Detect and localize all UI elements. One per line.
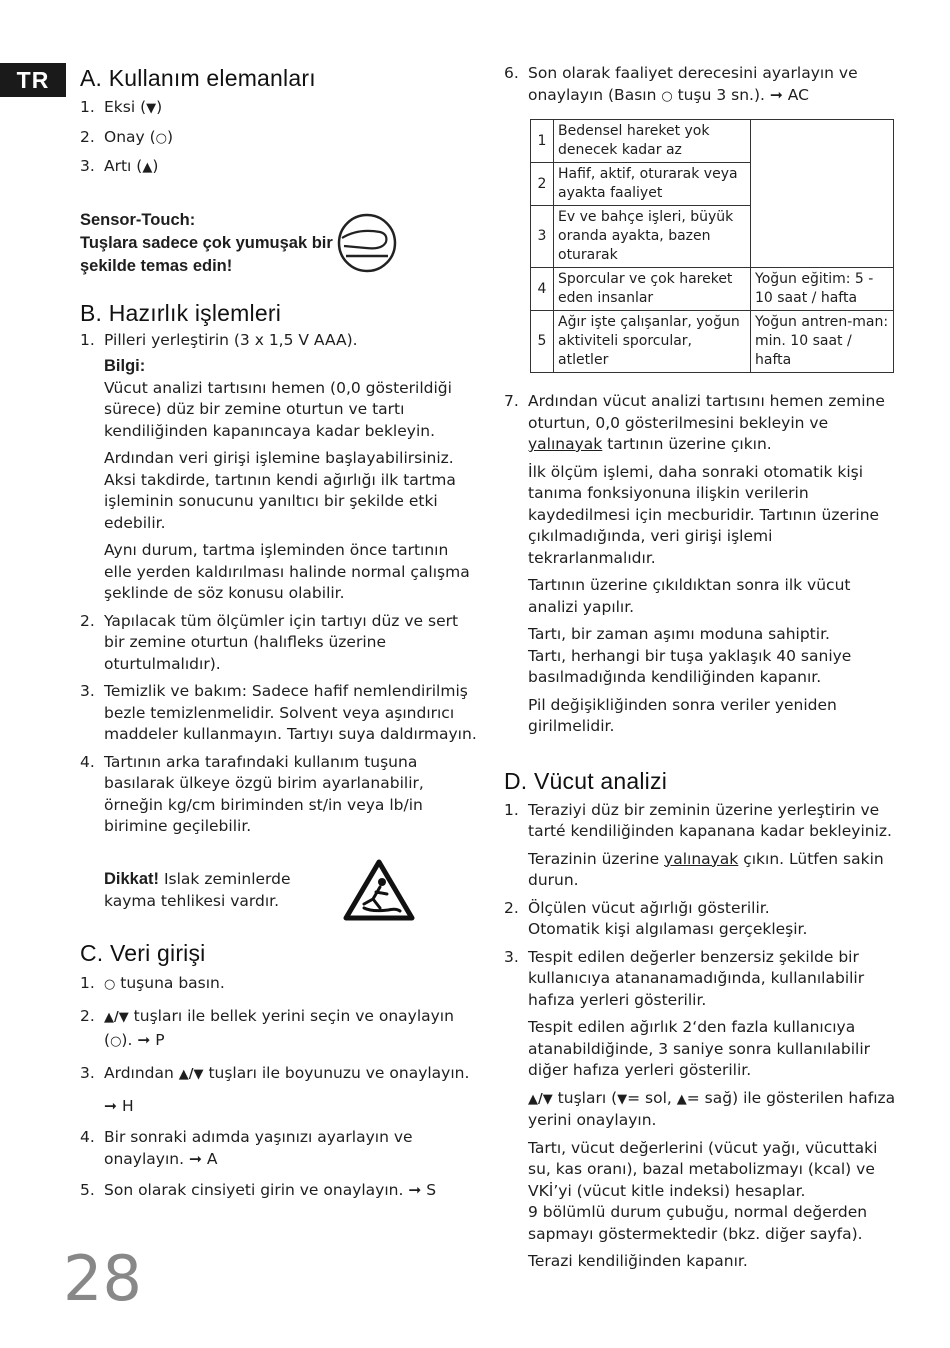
section-d-title: D. Vücut analizi [504,767,667,794]
list-item: 3. Artı (▲) [80,157,159,175]
right-column [504,63,899,1273]
preparation-list [80,330,480,838]
up-down-icon: ▲/▼ [528,1091,553,1107]
table-row: 4 Sporcular ve çok hareket eden insanlar Yoğun eğitim: 5 - 10 saat / hafta [531,268,894,311]
list-item: 1. Pilleri yerleştirin (3 x 1,5 V AAA). [80,330,358,349]
arrow-icon: ➞ [104,1096,117,1115]
ok-icon: ○ [155,130,168,146]
page-number: 28 [63,1242,142,1315]
controls-list [80,97,480,179]
data-entry-list: 1. ○ tuşuna basın. 2. ▲/▼ tuşları ile bellek yerini seçin ve onaylayın (○). ➞ P 3. Ardından ▲/▼ tuşları ile boyunuzu ve onaylayın. ➞ H 4. Bir sonraki adımda yaşınızı ayarlayın ve onaylayın. ➞ A 5. Son olarak cinsiyeti girin ve onaylayın. ➞ S [80,972,480,1201]
ok-icon: ○ [104,976,116,992]
list-item: 4. Bir sonraki adımda yaşınızı ayarlayın ve onaylayın. ➞ A [80,1127,413,1168]
table-row: 1 Bedensel hareket yok denecek kadar az [531,120,894,163]
body-analysis-list: 1. Teraziyi düz bir zeminin üzerine yerleştirin ve tarté kendiliğinden kapanana kadar bekleyiniz. Terazinin üzerine yalınayak çıkın. Lütfen sakin durun. 2. Ölçülen vücut ağırlığı gösterilir. Otomatik kişi algılaması gerçekleşir. 3. Tespit edilen değerler benzersiz şekilde bir kullanıcıya atananamadığında, kullanılabilir hafıza yerleri gösterilir. Tespit edilen ağırlık 2‘den fazla kullanıcıya atanabildiğinde, 3 saniye sonra kullanılabilir diğer hafıza yerleri gösterilir. ▲/▼ tuşları (▼= sol, ▲= sağ) ile gösterilen hafıza yerini onaylayın. Tartı, vücut değerlerini (vücut yağı, vücuttaki su, kas oranı), bazal metabolizmayı (kcal) ve VKİ’yi (vücut kitle indeksi) hesaplar. 9 bölümlü durum çubuğu, normal değerden sapmayı göstermektedir (bkz. diğer sayfa). Terazi kendiliğinden kapanır. [504,800,899,1273]
plus-icon: ▲ [676,1091,687,1107]
table-row: 5 Ağır işte çalışanlar, yoğun aktiviteli sporcular, atletler Yoğun antren-man: min. 10 saat / hafta [531,311,894,373]
list-item: 5. Son olarak cinsiyeti girin ve onaylayın. ➞ S [80,1180,437,1199]
minus-icon: ▼ [617,1091,628,1107]
list-item: 1. Eksi (▼) [80,98,163,116]
list-item: 3. Temizlik ve bakım: Sadece hafif nemlendirilmiş bezle temizlenmelidir. Solvent veya aşındırıcı maddeler kullanmayın. Tartıyı suya daldırmayın. [80,682,477,743]
list-item: 1. Teraziyi düz bir zeminin üzerine yerleştirin ve tarté kendiliğinden kapanana kadar bekleyiniz. [504,800,892,840]
touch-finger-icon [336,212,398,274]
info-paragraph: Ardından veri girişi işlemine başlayabilirsiniz. Aksi takdirde, tartının kendi ağırlığı ilk tartma işleminin sonucunu yanıltıcı bir şekilde etki edebilir. [104,449,456,532]
list-item: 2. Onay (○) [80,127,174,146]
plus-icon: ▲ [142,160,153,175]
activity-level-table [530,119,894,373]
list-item: 3. Ardından ▲/▼ tuşları ile boyunuzu ve onaylayın. [80,1063,470,1082]
arrow-icon: ➞ [188,1149,202,1168]
warning-label: Dikkat! [104,870,160,888]
ok-icon: ○ [661,88,673,104]
list-item: 4. Tartının arka tarafındaki kullanım tuşuna basılarak ülkeye özgü birim ayarlanabilir, örneğin kg/cm biriminden st/in veya lb/in birimine geçilebilir. [80,752,424,835]
section-b-title: B. Hazırlık işlemleri [80,299,282,326]
minus-icon: ▼ [146,101,157,116]
table-row: 3 Ev ve bahçe işleri, büyük oranda ayakta, bazen oturarak [531,206,894,268]
wet-floor-warning-icon [342,858,416,924]
language-tab: TR [0,63,66,97]
list-item: 7. Ardından vücut analizi tartısını hemen zemine oturtun, 0,0 gösterilmesini bekleyin ve yalınayak tartının üzerine çıkın. [504,392,885,453]
ok-icon: ○ [110,1033,122,1049]
step-7: 7. Ardından vücut analizi tartısını hemen zemine oturtun, 0,0 gösterilmesini bekleyin ve yalınayak tartının üzerine çıkın. İlk ölçüm işlemi, daha sonraki otomatik kişi tanıma fonksiyonuna ilişkin verilerin kaydedilmesi için mecburidir. Tartının üzerine çıkılmadığında, veri girişi işlemi tekrarlanmalıdır. Tartının üzerine çıkıldıktan sonra ilk vücut analizi yapılır. Tartı, bir zaman aşımı moduna sahiptir. Tartı, herhangi bir tuşa yaklaşık 40 saniye basılmadığında kendiliğinden kapanır. Pil değişikliğinden sonra veriler yeniden girilmelidir. [504,391,899,738]
wet-floor-warning: Dikkat! Islak zeminlerde kayma tehlikesi vardır. [80,858,416,924]
list-item: 2. Yapılacak tüm ölçümler için tartıyı düz ve sert bir zemine oturtun (halıfleks üzerine oturtulmalıdır). [80,611,459,673]
list-item: 1. ○ tuşuna basın. [80,973,225,992]
info-paragraph: Vücut analizi tartısını hemen (0,0 gösterildiği sürece) düz bir zemine oturtun ve tartı kendiliğinden kapanıncaya kadar bekleyin. [104,378,452,440]
list-item: 2. ▲/▼ tuşları ile bellek yerini seçin ve onaylayın (○). ➞ P [80,1006,454,1049]
info-label: Bilgi: [104,357,146,375]
info-paragraph: Aynı durum, tartma işleminden önce tartının elle yerden kaldırılması halinde normal çalışma şeklinde de söz konusu olabilir. [104,541,470,602]
arrow-icon: ➞ [769,85,783,104]
table-row: 2 Hafif, aktif, oturarak veya ayakta faaliyet [531,163,894,206]
list-item: 6. Son olarak faaliyet derecesini ayarlayın ve onaylayın (Basın ○ tuşu 3 sn.). ➞ AC [504,64,858,104]
up-down-icon: ▲/▼ [178,1066,204,1082]
up-down-icon: ▲/▼ [104,1009,129,1025]
left-column [80,63,480,1201]
arrow-icon: ➞ [137,1030,151,1049]
list-item: 2. Ölçülen vücut ağırlığı gösterilir. [504,898,770,917]
sensor-touch-note: Sensor-Touch: Tuşlara sadece çok yumuşak bir şekilde temas edin! [80,209,398,278]
section-a-title: A. Kullanım elemanları [80,65,316,91]
list-item: 3. Tespit edilen değerler benzersiz şekilde bir kullanıcıya atananamadığında, kullanılabilir hafıza yerleri gösterilir. [504,947,865,1009]
arrow-icon: ➞ [408,1180,422,1199]
section-c-title: C. Veri girişi [80,939,206,966]
